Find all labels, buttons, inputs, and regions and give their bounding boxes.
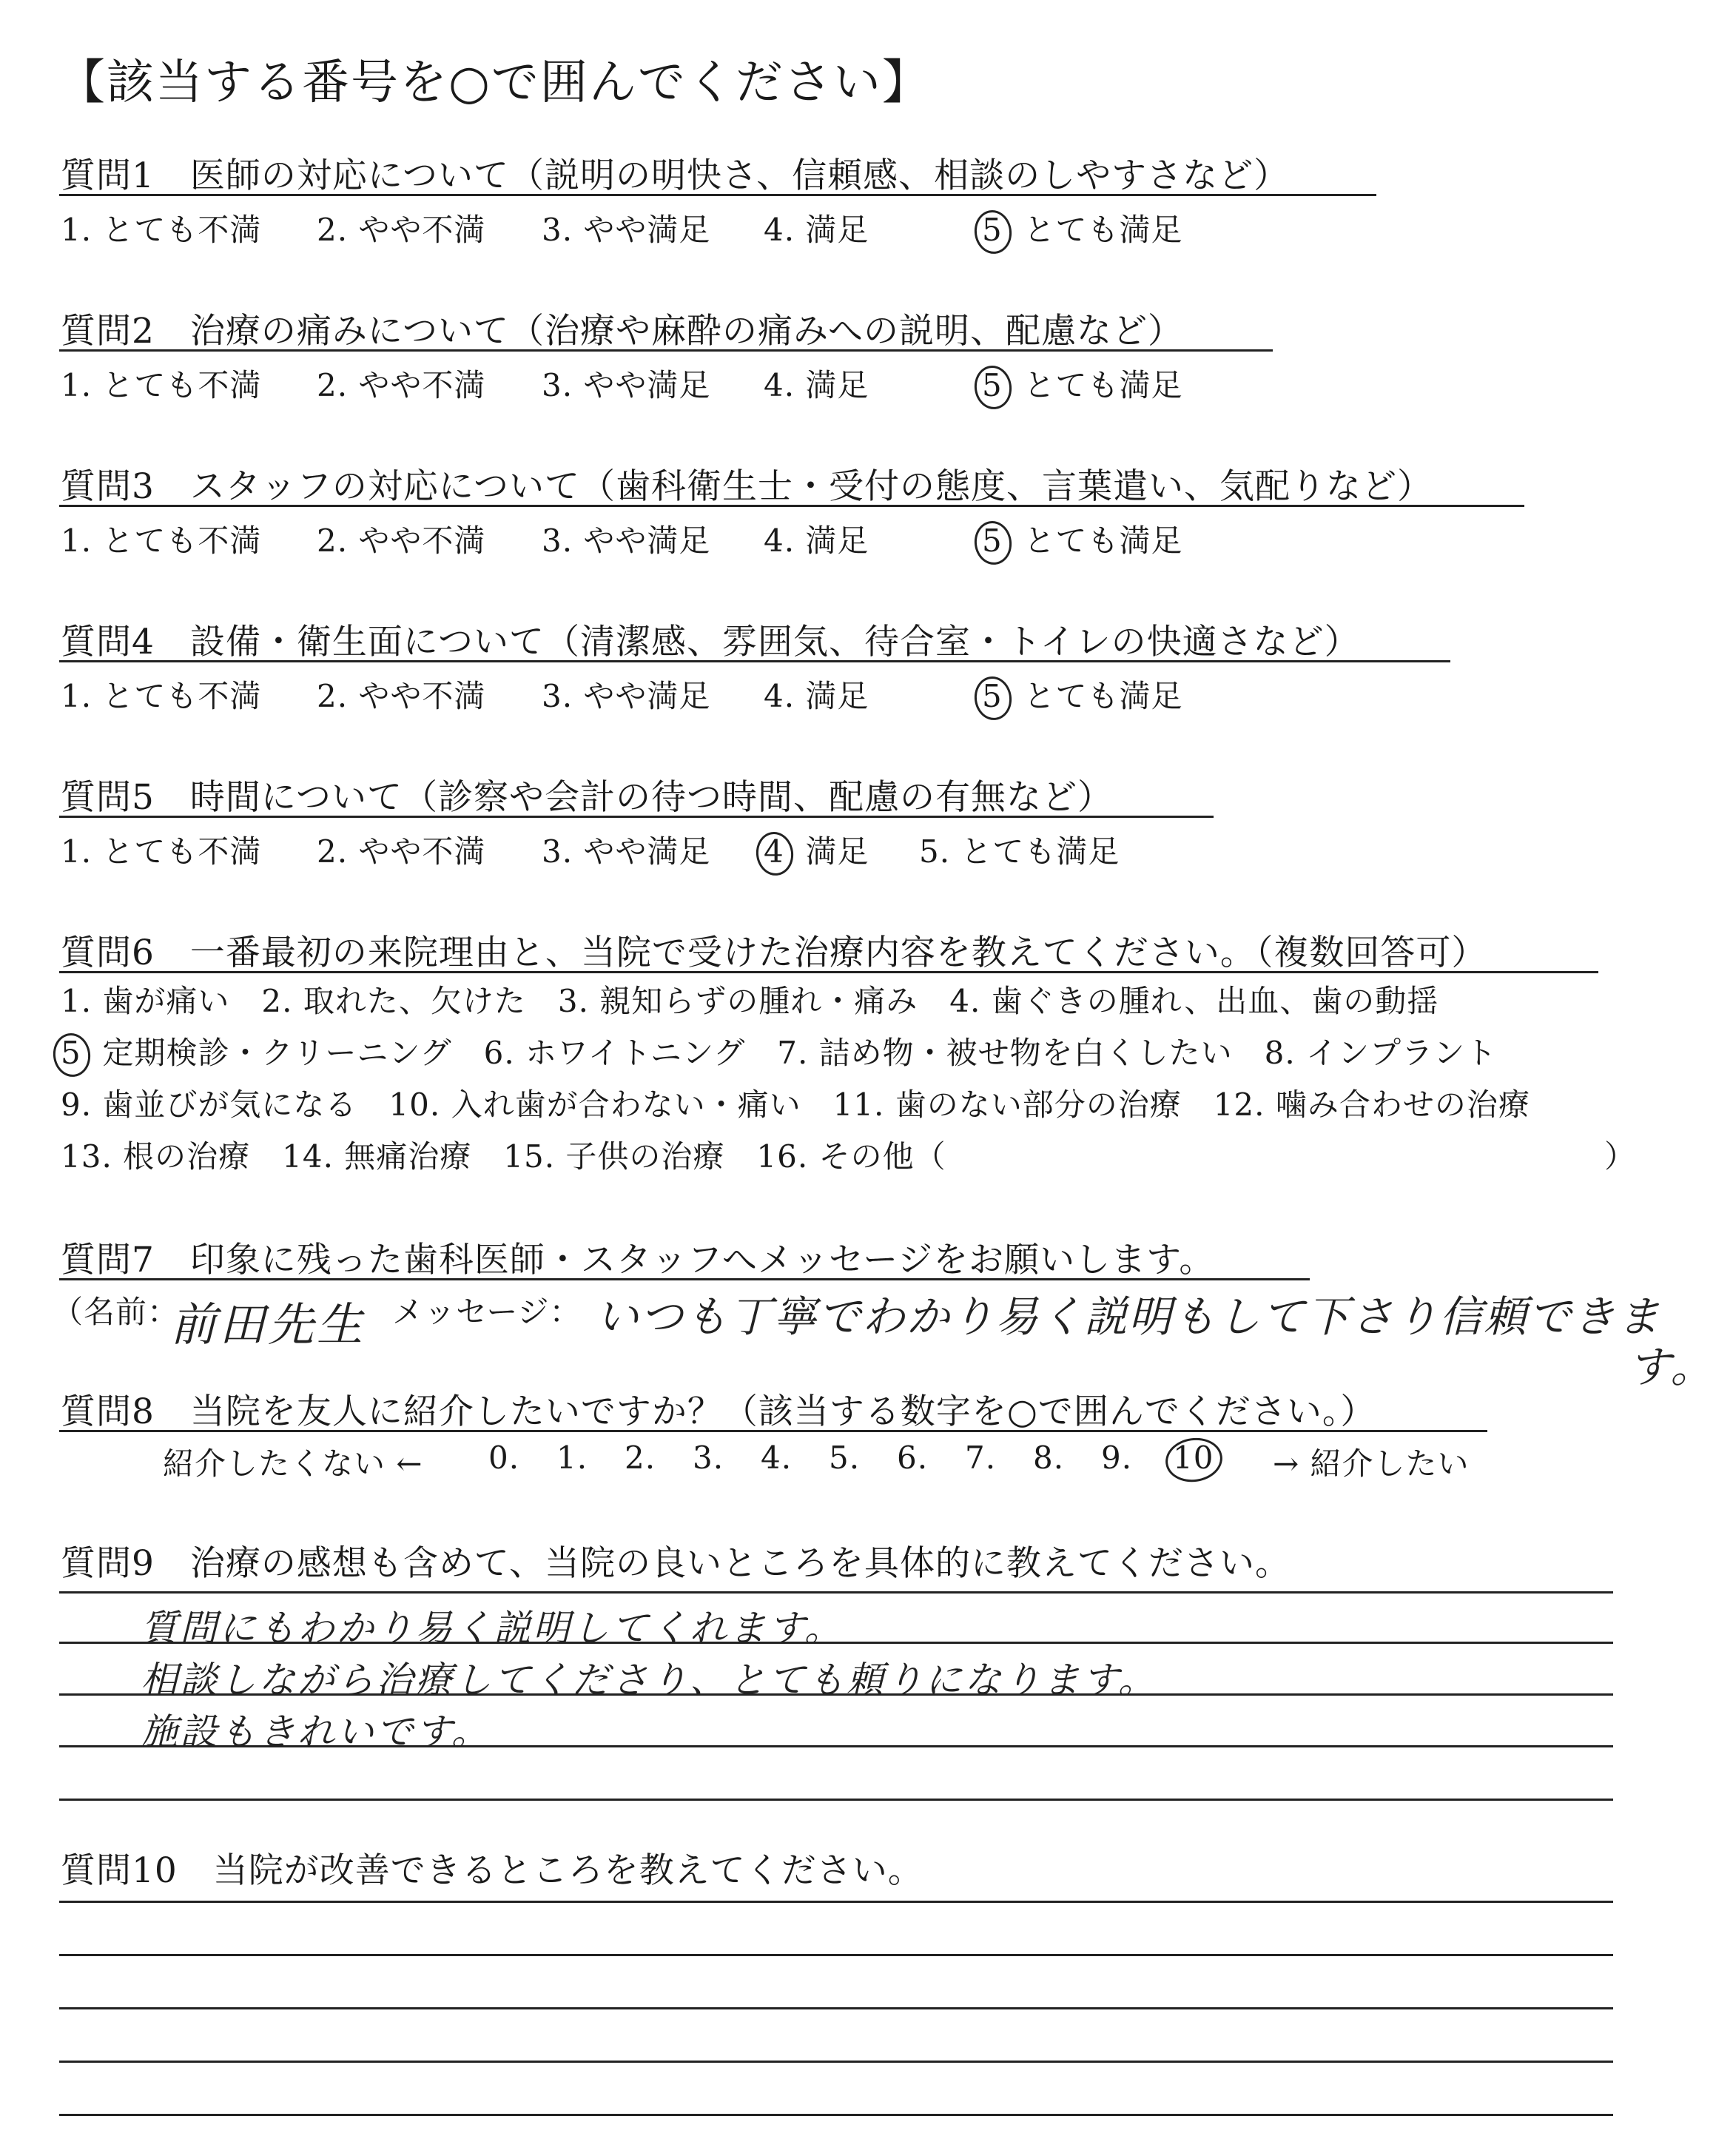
- q6-row-4-close: ）: [1604, 1138, 1637, 1175]
- q8-scale: [488, 1440, 1258, 1484]
- question-5-underline: [59, 816, 1214, 818]
- q5-option-1[interactable]: 1. とても不満: [61, 833, 262, 870]
- q2-option-1[interactable]: 1. とても不満: [61, 367, 262, 403]
- q7-message-value[interactable]: いつも丁寧でわかり易く説明もして下さり信頼できま: [596, 1292, 1662, 1342]
- q7-name-label: （名前：: [52, 1294, 180, 1330]
- q5-option-4-number: 4: [764, 833, 784, 870]
- q7-message-continued: す。: [1628, 1342, 1716, 1392]
- question-2-underline: [59, 349, 1273, 352]
- q10-writing-line-5[interactable]: [59, 2114, 1613, 2116]
- q5-option-2[interactable]: 2. やや不満: [317, 833, 486, 870]
- q9-writing-line-5: [59, 1799, 1613, 1801]
- q9-answer-line-1[interactable]: 質問にもわかり易く説明してくれます。: [141, 1607, 844, 1650]
- q10-writing-line-1[interactable]: [59, 1901, 1613, 1903]
- q5-option-4-text: 満足: [805, 833, 869, 870]
- q2-option-5-number: 5: [982, 367, 1003, 403]
- q7-message-label: メッセージ：: [392, 1294, 582, 1330]
- q2-option-3[interactable]: 3. やや満足: [542, 367, 711, 403]
- q4-option-4[interactable]: 4. 満足: [764, 678, 869, 714]
- q8-option-3[interactable]: 3.: [693, 1440, 724, 1476]
- q8-selected-option[interactable]: [1173, 1440, 1214, 1476]
- q3-option-5-selected[interactable]: [982, 517, 1182, 561]
- q3-option-5-text: とても満足: [1023, 523, 1183, 559]
- question-4-underline: [59, 660, 1450, 662]
- q4-option-5-number: 5: [982, 678, 1003, 714]
- q6-row-1[interactable]: 1. 歯が痛い 2. 取れた、欠けた 3. 親知らずの腫れ・痛み 4. 歯ぐきの腫れ、出血、歯の動揺: [61, 983, 1439, 1019]
- q8-option-8[interactable]: 8.: [1033, 1440, 1065, 1476]
- q4-option-5-selected[interactable]: [982, 672, 1182, 716]
- question-1-label: 質問1 医師の対応について（説明の明快さ、信頼感、相談のしやすさなど）: [61, 155, 1290, 196]
- q3-option-4[interactable]: 4. 満足: [764, 523, 869, 559]
- q3-option-2[interactable]: 2. やや不満: [317, 523, 486, 559]
- q2-option-5-text: とても満足: [1023, 367, 1183, 403]
- q8-option-5[interactable]: 5.: [829, 1440, 861, 1476]
- q1-option-4[interactable]: 4. 満足: [764, 212, 869, 248]
- q5-option-3[interactable]: 3. やや満足: [542, 833, 711, 870]
- q6-row-3[interactable]: 9. 歯並びが気になる 10. 入れ歯が合わない・痛い 11. 歯のない部分の治療 12. 噛み合わせの治療: [61, 1087, 1530, 1123]
- question-3-underline: [59, 505, 1524, 507]
- q9-writing-line-1: [59, 1591, 1613, 1594]
- q8-option-6[interactable]: 6.: [897, 1440, 929, 1476]
- q6-row-4[interactable]: 13. 根の治療 14. 無痛治療 15. 子供の治療 16. その他（: [61, 1138, 946, 1175]
- q1-option-5-selected[interactable]: [982, 206, 1182, 250]
- q3-option-1[interactable]: 1. とても不満: [61, 523, 262, 559]
- question-9-label: 質問9 治療の感想も含めて、当院の良いところを具体的に教えてください。: [61, 1543, 1291, 1584]
- q8-option-1[interactable]: 1.: [556, 1440, 588, 1476]
- question-5-label: 質問5 時間について（診察や会計の待つ時間、配慮の有無など）: [61, 777, 1113, 818]
- q8-option-0[interactable]: 0.: [488, 1440, 520, 1476]
- q8-scale-left: 紹介したくない ←: [163, 1445, 423, 1482]
- q9-answer-line-3[interactable]: 施設もきれいです。: [141, 1710, 491, 1753]
- question-8-underline: [59, 1430, 1487, 1432]
- q8-option-7[interactable]: 7.: [965, 1440, 997, 1476]
- q9-answer-line-2[interactable]: 相談しながら治療してくださり、とても頼りになります。: [141, 1659, 1157, 1702]
- question-3-label: 質問3 スタッフの対応について（歯科衛生士・受付の態度、言葉遣い、気配りなど）: [61, 466, 1433, 507]
- question-7-underline: [59, 1278, 1310, 1280]
- q4-option-3[interactable]: 3. やや満足: [542, 678, 711, 714]
- question-2-label: 質問2 治療の痛みについて（治療や麻酔の痛みへの説明、配慮など）: [61, 311, 1184, 352]
- q3-option-5-number: 5: [982, 523, 1003, 559]
- question-6-label: 質問6 一番最初の来院理由と、当院で受けた治療内容を教えてください。（複数回答可）: [61, 933, 1487, 973]
- q7-name-value[interactable]: 前田先生: [170, 1297, 366, 1351]
- q8-option-2[interactable]: 2.: [625, 1440, 656, 1476]
- q1-option-3[interactable]: 3. やや満足: [542, 212, 711, 248]
- q8-option-9[interactable]: 9.: [1101, 1440, 1133, 1476]
- q1-option-5-number: 5: [982, 212, 1003, 248]
- q1-option-5-text: とても満足: [1023, 212, 1183, 248]
- q6-row-2[interactable]: [61, 1029, 1497, 1073]
- question-1-underline: [59, 194, 1376, 196]
- q3-option-3[interactable]: 3. やや満足: [542, 523, 711, 559]
- q6-option-5-number: 5: [61, 1035, 81, 1071]
- question-8-label: 質問8 当院を友人に紹介したいですか？（該当する数字を○で囲んでください。）: [61, 1391, 1376, 1432]
- question-4-label: 質問4 設備・衛生面について（清潔感、雰囲気、待合室・トイレの快適さなど）: [61, 622, 1360, 662]
- q8-option-4[interactable]: 4.: [761, 1440, 793, 1476]
- q10-writing-line-4[interactable]: [59, 2061, 1613, 2063]
- question-10-label: 質問10 当院が改善できるところを教えてください。: [61, 1850, 923, 1891]
- q2-option-2[interactable]: 2. やや不満: [317, 367, 486, 403]
- q2-option-5-selected[interactable]: [982, 361, 1182, 406]
- q4-option-1[interactable]: 1. とても不満: [61, 678, 262, 714]
- q10-writing-line-2[interactable]: [59, 1954, 1613, 1956]
- q1-option-2[interactable]: 2. やや不満: [317, 212, 486, 248]
- q4-option-2[interactable]: 2. やや不満: [317, 678, 486, 714]
- page-title: 【該当する番号を○で囲んでください】: [58, 56, 931, 110]
- q8-scale-right: → 紹介したい: [1273, 1445, 1470, 1482]
- q1-option-1[interactable]: 1. とても不満: [61, 212, 262, 248]
- question-7-label: 質問7 印象に残った歯科医師・スタッフへメッセージをお願いします。: [61, 1240, 1215, 1280]
- q2-option-4[interactable]: 4. 満足: [764, 367, 869, 403]
- q5-option-4-selected[interactable]: [764, 827, 869, 872]
- question-6-underline: [59, 971, 1598, 973]
- q6-row-2-text: 定期検診・クリーニング 6. ホワイトニング 7. 詰め物・被せ物を白くしたい 8. インプラント: [102, 1035, 1498, 1071]
- q8-selected-number: 10: [1173, 1440, 1214, 1476]
- q5-option-5[interactable]: 5. とても満足: [919, 833, 1120, 870]
- q10-writing-line-3[interactable]: [59, 2007, 1613, 2009]
- q4-option-5-text: とても満足: [1023, 678, 1183, 714]
